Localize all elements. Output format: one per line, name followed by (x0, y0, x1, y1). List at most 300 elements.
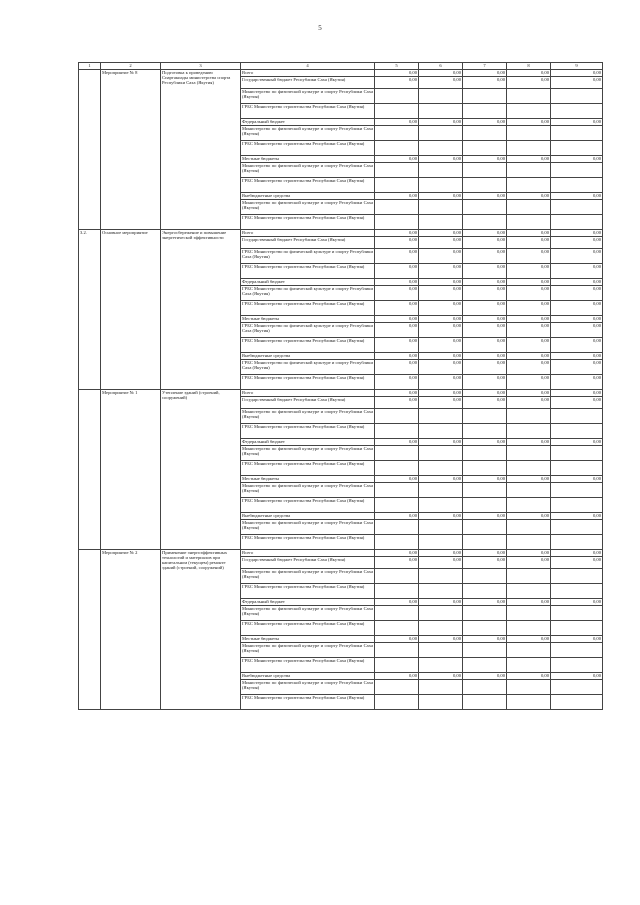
amount-cell: 0,00 (419, 360, 463, 375)
amount-cell: 0,00 (507, 513, 551, 520)
amount-cell (463, 643, 507, 658)
funding-source: ГРБС Министерство строительства Республики Саха (Якутия) (241, 338, 375, 353)
amount-cell (551, 584, 603, 599)
amount-cell (507, 104, 551, 119)
amount-cell (551, 569, 603, 584)
amount-cell (507, 643, 551, 658)
amount-cell: 0,00 (375, 119, 419, 126)
funding-source: ГРБС Министерство по физической культуре и спорту Республики Саха (Якутия) (241, 323, 375, 338)
amount-cell: 0,00 (419, 249, 463, 264)
amount-cell: 0,00 (419, 316, 463, 323)
amount-cell (463, 409, 507, 424)
column-header: 7 (463, 63, 507, 70)
item-description: Энергосбережение и повышение энергетической эффективности (161, 230, 241, 390)
amount-cell (419, 163, 463, 178)
amount-cell (375, 483, 419, 498)
amount-cell (507, 215, 551, 230)
amount-cell (375, 215, 419, 230)
amount-cell: 0,00 (507, 439, 551, 446)
amount-cell: 0,00 (463, 230, 507, 237)
amount-cell: 0,00 (551, 237, 603, 249)
amount-cell (375, 446, 419, 461)
amount-cell: 0,00 (419, 77, 463, 89)
funding-source: ГРБС Министерство строительства Республики Саха (Якутия) (241, 375, 375, 390)
funding-source: Федеральный бюджет (241, 599, 375, 606)
amount-cell: 0,00 (463, 353, 507, 360)
amount-cell: 0,00 (419, 237, 463, 249)
amount-cell (463, 163, 507, 178)
amount-cell (375, 520, 419, 535)
amount-cell: 0,00 (419, 397, 463, 409)
funding-source: ГРБС Министерство строительства Республики Саха (Якутия) (241, 584, 375, 599)
amount-cell: 0,00 (375, 673, 419, 680)
amount-cell (419, 424, 463, 439)
amount-cell: 0,00 (551, 439, 603, 446)
column-header: 2 (101, 63, 161, 70)
amount-cell (375, 584, 419, 599)
amount-cell: 0,00 (463, 360, 507, 375)
item-number (79, 70, 101, 230)
amount-cell: 0,00 (463, 476, 507, 483)
amount-cell (375, 535, 419, 550)
funding-source: Местные бюджеты (241, 156, 375, 163)
funding-source: Министерство по физической культуре и спорту Республики Саха (Якутия) (241, 643, 375, 658)
item-description: Утепление зданий (строений, сооружений) (161, 390, 241, 550)
funding-source: Министерство по физической культуре и спорту Республики Саха (Якутия) (241, 520, 375, 535)
amount-cell: 0,00 (551, 279, 603, 286)
amount-cell: 0,00 (375, 636, 419, 643)
amount-cell: 0,00 (463, 375, 507, 390)
amount-cell (375, 498, 419, 513)
funding-source: Министерство по физической культуре и спорту Республики Саха (Якутия) (241, 606, 375, 621)
amount-cell (507, 680, 551, 695)
amount-cell: 0,00 (375, 249, 419, 264)
amount-cell: 0,00 (419, 338, 463, 353)
amount-cell (419, 178, 463, 193)
amount-cell: 0,00 (375, 77, 419, 89)
amount-cell (375, 680, 419, 695)
amount-cell (375, 569, 419, 584)
amount-cell (551, 141, 603, 156)
amount-cell (463, 483, 507, 498)
amount-cell: 0,00 (419, 550, 463, 557)
amount-cell (419, 200, 463, 215)
amount-cell (507, 498, 551, 513)
item-name: Мероприятие № 2 (101, 550, 161, 710)
amount-cell: 0,00 (551, 230, 603, 237)
amount-cell: 0,00 (507, 264, 551, 279)
amount-cell (375, 695, 419, 710)
funding-source: Федеральный бюджет (241, 439, 375, 446)
amount-cell (419, 126, 463, 141)
amount-cell (375, 409, 419, 424)
amount-cell: 0,00 (551, 353, 603, 360)
column-header: 4 (241, 63, 375, 70)
amount-cell (551, 535, 603, 550)
amount-cell (507, 409, 551, 424)
funding-source: ГРБС Министерство строительства Республики Саха (Якутия) (241, 461, 375, 476)
amount-cell (507, 535, 551, 550)
amount-cell: 0,00 (507, 360, 551, 375)
amount-cell (419, 446, 463, 461)
amount-cell: 0,00 (375, 301, 419, 316)
amount-cell: 0,00 (375, 353, 419, 360)
amount-cell (463, 680, 507, 695)
column-header: 3 (161, 63, 241, 70)
funding-source: ГРБС Министерство строительства Республики Саха (Якутия) (241, 104, 375, 119)
funding-source: Местные бюджеты (241, 316, 375, 323)
amount-cell: 0,00 (507, 279, 551, 286)
amount-cell: 0,00 (463, 550, 507, 557)
amount-cell (551, 621, 603, 636)
amount-cell (463, 200, 507, 215)
amount-cell: 0,00 (463, 338, 507, 353)
amount-cell (507, 178, 551, 193)
table-row (79, 550, 603, 557)
amount-cell: 0,00 (419, 119, 463, 126)
table-row (79, 70, 603, 77)
amount-cell (463, 498, 507, 513)
amount-cell: 0,00 (375, 599, 419, 606)
amount-cell (551, 695, 603, 710)
amount-cell: 0,00 (419, 476, 463, 483)
amount-cell: 0,00 (551, 264, 603, 279)
funding-source: ГРБС Министерство строительства Республики Саха (Якутия) (241, 424, 375, 439)
amount-cell: 0,00 (463, 77, 507, 89)
amount-cell: 0,00 (463, 323, 507, 338)
funding-source: ГРБС Министерство строительства Республики Саха (Якутия) (241, 178, 375, 193)
funding-source: Министерство по физической культуре и спорту Республики Саха (Якутия) (241, 409, 375, 424)
item-name: Мероприятие № 8 (101, 70, 161, 230)
amount-cell (419, 215, 463, 230)
funding-source: Министерство по физической культуре и спорту Республики Саха (Якутия) (241, 126, 375, 141)
amount-cell: 0,00 (507, 390, 551, 397)
amount-cell (463, 606, 507, 621)
funding-source: Местные бюджеты (241, 476, 375, 483)
amount-cell: 0,00 (507, 249, 551, 264)
funding-source: Всего (241, 230, 375, 237)
funding-source: Министерство по физической культуре и спорту Республики Саха (Якутия) (241, 446, 375, 461)
column-header: 5 (375, 63, 419, 70)
funding-source: ГРБС Министерство строительства Республики Саха (Якутия) (241, 264, 375, 279)
funding-source: ГРБС Министерство строительства Республики Саха (Якутия) (241, 141, 375, 156)
column-header: 8 (507, 63, 551, 70)
amount-cell (551, 461, 603, 476)
table-row (79, 390, 603, 397)
amount-cell: 0,00 (419, 599, 463, 606)
amount-cell: 0,00 (551, 476, 603, 483)
amount-cell (463, 141, 507, 156)
amount-cell: 0,00 (463, 70, 507, 77)
amount-cell: 0,00 (507, 119, 551, 126)
funding-source: Министерство по физической культуре и спорту Республики Саха (Якутия) (241, 483, 375, 498)
amount-cell (419, 606, 463, 621)
funding-source: ГРБС Министерство строительства Республики Саха (Якутия) (241, 658, 375, 673)
amount-cell (507, 606, 551, 621)
funding-source: Министерство по физической культуре и спорту Республики Саха (Якутия) (241, 569, 375, 584)
amount-cell: 0,00 (419, 230, 463, 237)
amount-cell (375, 163, 419, 178)
funding-source: ГРБС Министерство строительства Республики Саха (Якутия) (241, 215, 375, 230)
amount-cell (375, 643, 419, 658)
amount-cell (551, 483, 603, 498)
amount-cell (551, 680, 603, 695)
amount-cell (551, 200, 603, 215)
amount-cell (463, 215, 507, 230)
amount-cell: 0,00 (419, 286, 463, 301)
amount-cell (463, 461, 507, 476)
amount-cell (551, 498, 603, 513)
amount-cell (463, 104, 507, 119)
amount-cell (463, 535, 507, 550)
amount-cell (419, 141, 463, 156)
funding-source: ГРБС Министерство строительства Республики Саха (Якутия) (241, 535, 375, 550)
amount-cell: 0,00 (375, 237, 419, 249)
amount-cell: 0,00 (419, 513, 463, 520)
amount-cell: 0,00 (419, 193, 463, 200)
amount-cell (419, 584, 463, 599)
amount-cell (375, 424, 419, 439)
amount-cell: 0,00 (375, 557, 419, 569)
amount-cell: 0,00 (507, 476, 551, 483)
amount-cell: 0,00 (507, 70, 551, 77)
amount-cell: 0,00 (507, 375, 551, 390)
funding-source: ГРБС Министерство строительства Республики Саха (Якутия) (241, 498, 375, 513)
amount-cell: 0,00 (551, 323, 603, 338)
amount-cell (463, 695, 507, 710)
amount-cell (551, 178, 603, 193)
amount-cell: 0,00 (375, 375, 419, 390)
amount-cell (507, 141, 551, 156)
amount-cell: 0,00 (375, 316, 419, 323)
amount-cell: 0,00 (551, 70, 603, 77)
amount-cell (507, 621, 551, 636)
amount-cell (551, 215, 603, 230)
amount-cell (419, 461, 463, 476)
amount-cell: 0,00 (419, 636, 463, 643)
amount-cell: 0,00 (551, 286, 603, 301)
amount-cell (463, 126, 507, 141)
funding-source: Внебюджетные средства (241, 353, 375, 360)
amount-cell: 0,00 (463, 249, 507, 264)
amount-cell (551, 89, 603, 104)
item-number (79, 550, 101, 710)
amount-cell (551, 606, 603, 621)
amount-cell (419, 483, 463, 498)
funding-source: Всего (241, 550, 375, 557)
amount-cell: 0,00 (507, 673, 551, 680)
amount-cell (463, 178, 507, 193)
amount-cell: 0,00 (375, 279, 419, 286)
amount-cell: 0,00 (551, 673, 603, 680)
amount-cell: 0,00 (375, 439, 419, 446)
amount-cell (375, 126, 419, 141)
amount-cell: 0,00 (419, 673, 463, 680)
item-description: Применение энергоэффективных технологий и материалов при капитальном (текущем) ремонте зданий (строений, сооружений) (161, 550, 241, 710)
amount-cell (507, 584, 551, 599)
funding-source: Местные бюджеты (241, 636, 375, 643)
funding-source: Федеральный бюджет (241, 279, 375, 286)
amount-cell: 0,00 (551, 156, 603, 163)
amount-cell (463, 446, 507, 461)
amount-cell: 0,00 (463, 390, 507, 397)
funding-source: ГРБС Министерство по физической культуре и спорту Республики Саха (Якутия) (241, 286, 375, 301)
item-description: Подготовка к проведению Спартакиады министерства спорта Республики Саха (Якутия) (161, 70, 241, 230)
amount-cell: 0,00 (463, 316, 507, 323)
amount-cell: 0,00 (375, 193, 419, 200)
item-number (79, 390, 101, 550)
amount-cell (551, 446, 603, 461)
amount-cell: 0,00 (551, 338, 603, 353)
amount-cell: 0,00 (375, 390, 419, 397)
amount-cell: 0,00 (507, 237, 551, 249)
amount-cell (419, 643, 463, 658)
funding-source: Министерство по физической культуре и спорту Республики Саха (Якутия) (241, 200, 375, 215)
amount-cell (463, 621, 507, 636)
amount-cell: 0,00 (551, 636, 603, 643)
funding-source: Государственный бюджет Республики Саха (Якутия) (241, 77, 375, 89)
amount-cell: 0,00 (507, 230, 551, 237)
amount-cell (551, 424, 603, 439)
amount-cell: 0,00 (463, 286, 507, 301)
amount-cell: 0,00 (507, 636, 551, 643)
funding-source: Федеральный бюджет (241, 119, 375, 126)
amount-cell: 0,00 (507, 301, 551, 316)
amount-cell: 0,00 (375, 338, 419, 353)
amount-cell (551, 643, 603, 658)
amount-cell: 0,00 (463, 156, 507, 163)
amount-cell: 0,00 (507, 557, 551, 569)
amount-cell: 0,00 (419, 301, 463, 316)
amount-cell (463, 584, 507, 599)
amount-cell (419, 89, 463, 104)
amount-cell (507, 446, 551, 461)
amount-cell (419, 658, 463, 673)
amount-cell: 0,00 (419, 279, 463, 286)
item-name: Мероприятие № 1 (101, 390, 161, 550)
amount-cell: 0,00 (375, 550, 419, 557)
amount-cell (419, 498, 463, 513)
amount-cell: 0,00 (463, 119, 507, 126)
amount-cell: 0,00 (375, 230, 419, 237)
amount-cell (375, 141, 419, 156)
amount-cell (419, 520, 463, 535)
amount-cell (507, 569, 551, 584)
amount-cell (507, 200, 551, 215)
funding-source: Внебюджетные средства (241, 513, 375, 520)
amount-cell: 0,00 (463, 557, 507, 569)
amount-cell (375, 89, 419, 104)
amount-cell: 0,00 (463, 636, 507, 643)
amount-cell: 0,00 (507, 77, 551, 89)
amount-cell: 0,00 (375, 323, 419, 338)
amount-cell: 0,00 (551, 119, 603, 126)
amount-cell (419, 621, 463, 636)
amount-cell: 0,00 (463, 237, 507, 249)
amount-cell: 0,00 (463, 264, 507, 279)
funding-source: Государственный бюджет Республики Саха (Якутия) (241, 237, 375, 249)
amount-cell (375, 200, 419, 215)
amount-cell: 0,00 (419, 390, 463, 397)
amount-cell: 0,00 (551, 513, 603, 520)
amount-cell: 0,00 (463, 513, 507, 520)
item-name: Основное мероприятие (101, 230, 161, 390)
funding-source: ГРБС Министерство строительства Республики Саха (Якутия) (241, 621, 375, 636)
amount-cell (507, 461, 551, 476)
funding-source: Внебюджетные средства (241, 673, 375, 680)
funding-source: ГРБС Министерство по физической культуре и спорту Республики Саха (Якутия) (241, 360, 375, 375)
amount-cell: 0,00 (507, 353, 551, 360)
amount-cell (551, 520, 603, 535)
amount-cell: 0,00 (419, 323, 463, 338)
header-row (79, 63, 603, 70)
amount-cell (507, 483, 551, 498)
amount-cell: 0,00 (419, 375, 463, 390)
funding-source: ГРБС Министерство строительства Республики Саха (Якутия) (241, 695, 375, 710)
amount-cell: 0,00 (419, 70, 463, 77)
amount-cell (551, 126, 603, 141)
page-number: 5 (318, 24, 322, 32)
amount-cell: 0,00 (551, 249, 603, 264)
amount-cell (551, 409, 603, 424)
amount-cell: 0,00 (463, 279, 507, 286)
amount-cell (463, 569, 507, 584)
amount-cell (463, 89, 507, 104)
amount-cell (463, 658, 507, 673)
amount-cell: 0,00 (551, 301, 603, 316)
budget-table (78, 62, 603, 710)
amount-cell: 0,00 (375, 476, 419, 483)
amount-cell: 0,00 (507, 550, 551, 557)
amount-cell: 0,00 (375, 286, 419, 301)
funding-source: Министерство по физической культуре и спорту Республики Саха (Якутия) (241, 163, 375, 178)
amount-cell: 0,00 (463, 193, 507, 200)
amount-cell: 0,00 (463, 397, 507, 409)
amount-cell: 0,00 (507, 599, 551, 606)
amount-cell: 0,00 (507, 156, 551, 163)
amount-cell (419, 535, 463, 550)
amount-cell (375, 606, 419, 621)
item-number: 3.2. (79, 230, 101, 390)
amount-cell: 0,00 (375, 70, 419, 77)
amount-cell (463, 424, 507, 439)
amount-cell: 0,00 (419, 557, 463, 569)
amount-cell: 0,00 (463, 439, 507, 446)
amount-cell (419, 409, 463, 424)
table-row (79, 230, 603, 237)
amount-cell: 0,00 (463, 599, 507, 606)
amount-cell: 0,00 (463, 673, 507, 680)
amount-cell: 0,00 (419, 353, 463, 360)
amount-cell (507, 126, 551, 141)
amount-cell (551, 658, 603, 673)
column-header: 6 (419, 63, 463, 70)
amount-cell (507, 695, 551, 710)
funding-source: Государственный бюджет Республики Саха (Якутия) (241, 557, 375, 569)
amount-cell (507, 520, 551, 535)
amount-cell: 0,00 (419, 156, 463, 163)
amount-cell: 0,00 (507, 323, 551, 338)
column-header: 9 (551, 63, 603, 70)
amount-cell: 0,00 (375, 513, 419, 520)
amount-cell: 0,00 (551, 550, 603, 557)
amount-cell (507, 658, 551, 673)
amount-cell (419, 680, 463, 695)
funding-source: Министерство по физической культуре и спорту Республики Саха (Якутия) (241, 680, 375, 695)
amount-cell (419, 104, 463, 119)
funding-source: Государственный бюджет Республики Саха (Якутия) (241, 397, 375, 409)
funding-source: Внебюджетные средства (241, 193, 375, 200)
